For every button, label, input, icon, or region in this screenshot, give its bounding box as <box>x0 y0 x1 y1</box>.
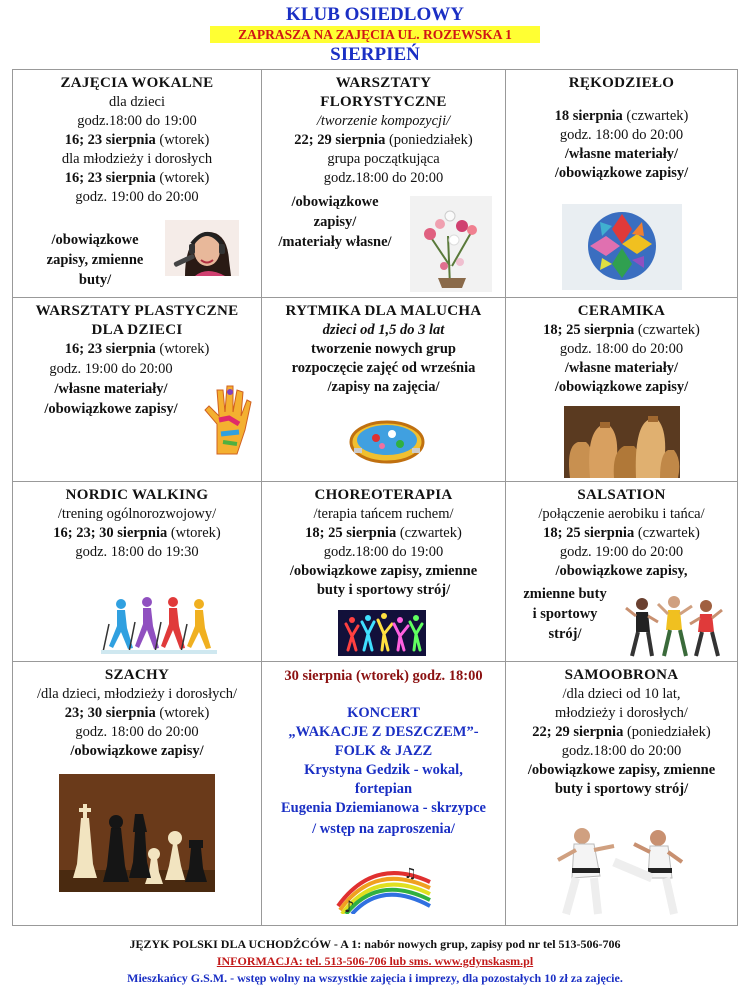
florist-title: WARSZTATY <box>335 75 432 91</box>
cell-florist <box>262 70 506 298</box>
flower-arrangement-image <box>410 196 492 292</box>
craft-title: RĘKODZIEŁO <box>568 75 675 91</box>
selfdef-line: /dla dzieci od 10 lat, <box>562 686 681 702</box>
concert-performer: Eugenia Dziemianowa - skrzypce <box>281 800 486 816</box>
florist-line: grupa początkująca <box>327 151 440 167</box>
vocal-dates: 16; 23 sierpnia (wtorek) <box>64 132 210 148</box>
plastic-title: WARSZTATY PLASTYCZNE <box>35 303 239 319</box>
salsation-dates: 18; 25 sierpnia (czwartek) <box>543 525 700 541</box>
plastic-title: DLA DZIECI <box>91 322 183 338</box>
craft-line: /obowiązkowe zapisy/ <box>554 165 689 181</box>
choreo-title: CHOREOTERAPIA <box>314 487 453 503</box>
pottery-image <box>564 406 680 478</box>
cell-plastic <box>13 298 262 482</box>
choreo-line: /obowiązkowe zapisy, zmienne <box>289 563 478 579</box>
vocal-line: dla dzieci <box>109 94 165 110</box>
craft-line: /własne materiały/ <box>564 146 679 162</box>
rhythm-line: dzieci od 1,5 do 3 lat <box>322 322 445 338</box>
invite-subtitle: ZAPRASZA NA ZAJĘCIA UL. ROZEWSKA 1 <box>210 26 540 43</box>
svg-text:♫: ♫ <box>404 866 417 882</box>
choreo-line: /terapia tańcem ruchem/ <box>313 506 454 522</box>
vocal-line: godz. 19:00 do 20:00 <box>75 189 199 205</box>
ceramics-line: /obowiązkowe zapisy/ <box>554 379 689 395</box>
chess-line: godz. 18:00 do 20:00 <box>75 724 199 740</box>
selfdef-line: godz.18:00 do 20:00 <box>561 743 682 759</box>
craft-dates: 18 sierpnia (czwartek) <box>554 108 689 124</box>
rhythm-line: tworzenie nowych grup <box>311 341 456 357</box>
selfdef-line: młodzieży i dorosłych/ <box>555 705 688 721</box>
cell-concert <box>262 662 506 926</box>
plastic-dates: 16; 23 sierpnia (wtorek) <box>64 341 210 357</box>
vocal-line: godz.18:00 do 19:00 <box>77 113 197 129</box>
rhythm-line: rozpoczęcie zajęć od września <box>291 360 476 376</box>
concert-name: FOLK & JAZZ <box>334 743 433 759</box>
choreo-line: buty i sportowy strój/ <box>316 582 451 598</box>
cell-choreo <box>262 482 506 662</box>
salsation-line: godz. 19:00 do 20:00 <box>559 544 684 560</box>
dancers-silhouette-image <box>338 610 426 656</box>
singer-girl-image <box>165 220 239 276</box>
salsation-line: /obowiązkowe zapisy, <box>555 563 688 579</box>
cell-salsation <box>506 482 738 662</box>
tambourine-image <box>346 412 428 468</box>
salsation-title: SALSATION <box>577 487 666 503</box>
cell-rhythm <box>262 298 506 482</box>
salsation-notes: zmienne buty i sportowy strój/ <box>523 586 607 642</box>
chess-title: SZACHY <box>104 667 170 683</box>
nordic-title: NORDIC WALKING <box>65 487 209 503</box>
craft-line: godz. 18:00 do 20:00 <box>559 127 684 143</box>
florist-title: FLORYSTYCZNE <box>320 94 447 110</box>
concert-performer: fortepian <box>354 781 413 797</box>
rhythm-line: /zapisy na zajęcia/ <box>327 379 440 395</box>
nordic-walkers-image <box>101 594 217 654</box>
florist-notes: /obowiązkowe zapisy/ /materiały własne/ <box>278 194 392 250</box>
vocal-notes: /obowiązkowe zapisy, zmienne buty/ <box>46 232 144 288</box>
concert-performer: Krystyna Gedzik - wokal, <box>304 762 463 778</box>
residents-note: Mieszkańcy G.S.M. - wstęp wolny na wszystkie zajęcia i imprezy, dla pozostałych 10 zł za zajęcie. <box>127 971 623 985</box>
cell-craft <box>506 70 738 298</box>
concert-entry: / wstęp na zaproszenia/ <box>312 821 455 837</box>
florist-dates: 22; 29 sierpnia (poniedziałek) <box>294 132 473 148</box>
florist-line: godz.18:00 do 20:00 <box>323 170 444 186</box>
month-title: SIERPIEŃ <box>330 44 420 65</box>
chess-pieces-image <box>59 774 215 892</box>
concert-title: KONCERT <box>347 705 420 721</box>
page-footer <box>0 936 750 987</box>
vocal-dates: 16; 23 sierpnia (wtorek) <box>64 170 210 186</box>
painted-hand-image <box>195 380 253 456</box>
vocal-line: dla młodzieży i dorosłych <box>61 151 213 167</box>
language-course-note: JĘZYK POLSKI DLA UCHODŹCÓW - A 1: nabór nowych grup, zapisy pod nr tel 513-506-706 <box>129 937 621 951</box>
page-header <box>0 0 750 66</box>
selfdef-line: buty i sportowy strój/ <box>554 781 689 797</box>
rainbow-music-notes-image <box>334 862 434 914</box>
cell-nordic <box>13 482 262 662</box>
selfdef-dates: 22; 29 sierpnia (poniedziałek) <box>532 724 711 740</box>
choreo-dates: 18; 25 sierpnia (czwartek) <box>305 525 462 541</box>
nordic-line: /trening ogólnorozwojowy/ <box>57 506 217 522</box>
ceramics-title: CERAMIKA <box>577 303 666 319</box>
nordic-line: godz. 18:00 do 19:30 <box>75 544 199 560</box>
salsation-line: /połączenie aerobiku i tańca/ <box>538 506 705 522</box>
chess-dates: 23; 30 sierpnia (wtorek) <box>64 705 210 721</box>
cell-chess <box>13 662 262 926</box>
cell-ceramics <box>506 298 738 482</box>
rhythm-title: RYTMIKA DLA MALUCHA <box>285 303 482 319</box>
schedule-grid <box>12 69 738 926</box>
florist-line: /tworzenie kompozycji/ <box>316 113 451 129</box>
concert-name: „WAKACJE Z DESZCZEM”- <box>288 724 479 740</box>
ceramics-line: godz. 18:00 do 20:00 <box>559 341 684 357</box>
concert-date: 30 sierpnia (wtorek) godz. 18:00 <box>284 668 483 684</box>
chess-line: /dla dzieci, młodzieży i dorosłych/ <box>36 686 238 702</box>
chess-line: /obowiązkowe zapisy/ <box>70 743 204 759</box>
contact-info-link[interactable]: INFORMACJA: tel. 513-506-706 lub sms. www.gdynskasm.pl <box>216 954 534 968</box>
ceramics-line: /własne materiały/ <box>564 360 679 376</box>
martial-arts-image <box>554 816 690 920</box>
choreo-line: godz.18:00 do 19:00 <box>323 544 444 560</box>
cell-vocal <box>13 70 262 298</box>
club-title: KLUB OSIEDLOWY <box>286 4 464 25</box>
ceramics-dates: 18; 25 sierpnia (czwartek) <box>543 322 700 338</box>
svg-text:♪: ♪ <box>344 897 355 914</box>
vocal-title: ZAJĘCIA WOKALNE <box>60 75 214 91</box>
selfdef-title: SAMOOBRONA <box>564 667 679 683</box>
origami-ball-image <box>562 204 682 290</box>
nordic-dates: 16; 23; 30 sierpnia (wtorek) <box>53 525 221 541</box>
salsation-dancers-image <box>624 594 724 658</box>
plastic-notes: godz. 19:00 do 20:00 /własne materiały/ /obowiązkowe zapisy/ <box>44 361 178 417</box>
selfdef-line: /obowiązkowe zapisy, zmienne <box>527 762 716 778</box>
cell-selfdef <box>506 662 738 926</box>
